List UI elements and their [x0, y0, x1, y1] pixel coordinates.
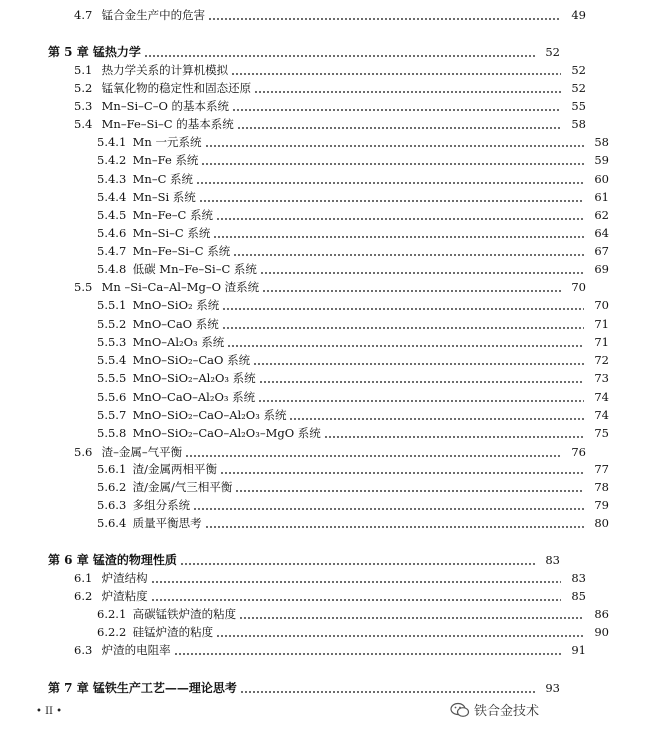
toc-title: 锰热力学: [92, 45, 141, 59]
dot-leader: [237, 115, 561, 133]
toc-title: 炉渣结构: [101, 571, 148, 585]
toc-number: 5.5: [74, 280, 93, 294]
dot-leader: [180, 551, 535, 569]
dot-leader: [227, 333, 584, 351]
toc-entry[interactable]: [0, 351, 668, 369]
dot-leader: [185, 443, 561, 461]
toc-number: 5.5.3: [97, 335, 127, 349]
toc-number: 5.6.3: [97, 498, 127, 512]
toc-number: 6.2.1: [97, 607, 127, 621]
dot-leader: [259, 369, 584, 387]
dot-leader: [235, 478, 584, 496]
toc-page-number: 55: [571, 99, 586, 113]
toc-entry[interactable]: [0, 315, 668, 333]
toc-entry[interactable]: [0, 406, 668, 424]
toc-title: Mn–Fe–Si–C 的基本系统: [101, 117, 234, 131]
toc-number: 6.1: [74, 571, 93, 585]
toc-title: 锰渣的物理性质: [92, 553, 177, 567]
toc-number: 5.6.1: [97, 462, 127, 476]
toc-title: MnO–CaO 系统: [132, 317, 219, 331]
toc-title: 高碳锰铁炉渣的粘度: [132, 607, 237, 621]
toc-page-number: 52: [571, 81, 586, 95]
toc-title: 锰氧化物的稳定性和固态还原: [101, 81, 252, 95]
toc-title: MnO–CaO–Al₂O₃ 系统: [132, 390, 256, 404]
toc-number: 5.4.1: [97, 135, 127, 149]
toc-entry[interactable]: [0, 424, 668, 442]
toc-page-number: 80: [594, 516, 609, 530]
toc-page-number: 49: [571, 8, 586, 22]
toc-entry[interactable]: [0, 224, 668, 242]
toc-page-number: 91: [571, 643, 586, 657]
dot-leader: [254, 79, 561, 97]
toc-entry[interactable]: [0, 605, 668, 623]
toc-number: 5.6.2: [97, 480, 127, 494]
toc-number: 5.4.6: [97, 226, 127, 240]
toc-page-number: 76: [571, 445, 586, 459]
toc-page-number: 59: [594, 153, 609, 167]
toc-title: 炉渣的电阻率: [101, 643, 171, 657]
dot-leader: [222, 315, 584, 333]
toc-entry[interactable]: [0, 115, 645, 133]
toc-title: 渣/金属两相平衡: [132, 462, 218, 476]
dot-leader: [174, 641, 561, 659]
toc-page-number: 79: [594, 498, 609, 512]
toc-entry[interactable]: [0, 569, 645, 587]
toc-entry[interactable]: [0, 296, 668, 314]
toc-page-number: 58: [571, 117, 586, 131]
dot-leader: [213, 224, 584, 242]
toc-number: 5.6.4: [97, 516, 127, 530]
toc-number: 5.3: [74, 99, 93, 113]
toc-page-number: 67: [594, 244, 609, 258]
dot-leader: [151, 587, 561, 605]
toc-entry[interactable]: [0, 587, 645, 605]
toc-entry[interactable]: [0, 260, 668, 278]
toc-page-number: 52: [571, 63, 586, 77]
dot-leader: [240, 679, 535, 697]
toc-page-number: 58: [594, 135, 609, 149]
toc-page-number: 71: [594, 317, 609, 331]
toc-title: Mn–Si–C–O 的基本系统: [101, 99, 230, 113]
toc-page-number: 83: [571, 571, 586, 585]
dot-leader: [205, 514, 584, 532]
dot-leader: [205, 133, 585, 151]
toc-number: 5.5.7: [97, 408, 127, 422]
toc-chapter-entry[interactable]: [0, 551, 619, 569]
toc-page-number: 74: [594, 390, 609, 404]
toc-entry[interactable]: [0, 460, 668, 478]
toc-title: 硅锰炉渣的粘度: [132, 625, 214, 639]
toc-title: 锰铁生产工艺——理论思考: [92, 681, 237, 695]
toc-title: 热力学关系的计算机模拟: [101, 63, 229, 77]
toc-entry[interactable]: [0, 333, 668, 351]
dot-leader: [144, 43, 535, 61]
toc-title: 多组分系统: [132, 498, 191, 512]
page-number-footer: • II •: [36, 706, 63, 717]
toc-page-number: 62: [594, 208, 609, 222]
toc-entry[interactable]: [0, 6, 645, 24]
toc-title: Mn–Fe–Si–C 系统: [132, 244, 231, 258]
toc-number: 5.5.1: [97, 298, 127, 312]
toc-number: 6.2.2: [97, 625, 127, 639]
toc-entry[interactable]: [0, 188, 668, 206]
toc-entry[interactable]: [0, 151, 668, 169]
toc-page-number: 83: [545, 553, 560, 567]
dot-leader: [216, 623, 584, 641]
toc-number: 第 7 章: [48, 681, 89, 695]
toc-number: 4.7: [74, 8, 93, 22]
toc-page-number: 70: [594, 298, 609, 312]
toc-page-number: 70: [571, 280, 586, 294]
toc-entry[interactable]: [0, 623, 668, 641]
toc-number: 5.1: [74, 63, 93, 77]
toc-entry[interactable]: [0, 242, 668, 260]
toc-page-number: 60: [594, 172, 609, 186]
toc-title: MnO–SiO₂–CaO–Al₂O₃–MgO 系统: [132, 426, 321, 440]
dot-leader: [220, 460, 584, 478]
toc-number: 第 6 章: [48, 553, 89, 567]
toc-page-number: 85: [571, 589, 586, 603]
toc-title: MnO–SiO₂ 系统: [132, 298, 220, 312]
dot-leader: [201, 151, 584, 169]
dot-leader: [289, 406, 584, 424]
toc-title: 质量平衡思考: [132, 516, 202, 530]
toc-number: 5.5.5: [97, 371, 127, 385]
toc-number: 6.2: [74, 589, 93, 603]
dot-leader: [199, 188, 584, 206]
toc-entry[interactable]: [0, 478, 668, 496]
toc-title: Mn–Fe 系统: [132, 153, 199, 167]
toc-page-number: 86: [594, 607, 609, 621]
toc-entry[interactable]: [0, 514, 668, 532]
toc-page-number: 52: [545, 45, 560, 59]
dot-leader: [239, 605, 584, 623]
toc-title: Mn–Si–C 系统: [132, 226, 211, 240]
toc-page-number: 61: [594, 190, 609, 204]
toc-number: 5.4.4: [97, 190, 127, 204]
toc-title: 渣/金属/气三相平衡: [132, 480, 233, 494]
toc-entry[interactable]: [0, 443, 645, 461]
toc-number: 5.4.3: [97, 172, 127, 186]
toc-number: 5.6: [74, 445, 93, 459]
toc-entry[interactable]: [0, 206, 668, 224]
toc-number: 6.3: [74, 643, 93, 657]
toc-entry[interactable]: [0, 278, 645, 296]
dot-leader: [258, 388, 584, 406]
toc-page-number: 75: [594, 426, 609, 440]
toc-entry[interactable]: [0, 388, 668, 406]
dot-leader: [151, 569, 561, 587]
dot-leader: [324, 424, 584, 442]
wechat-icon: [450, 702, 470, 718]
toc-number: 5.4.5: [97, 208, 127, 222]
toc-entry[interactable]: [0, 170, 668, 188]
toc-number: 5.5.2: [97, 317, 127, 331]
dot-leader: [196, 170, 584, 188]
dot-leader: [262, 278, 561, 296]
toc-number: 5.5.4: [97, 353, 127, 367]
toc-title: MnO–SiO₂–CaO 系统: [132, 353, 251, 367]
toc-number: 5.4.2: [97, 153, 127, 167]
toc-title: MnO–SiO₂–Al₂O₃ 系统: [132, 371, 256, 385]
toc-entry[interactable]: [0, 133, 668, 151]
dot-leader: [260, 260, 584, 278]
toc-page-number: 77: [594, 462, 609, 476]
toc-page-number: 64: [594, 226, 609, 240]
toc-entry[interactable]: [0, 79, 645, 97]
toc-number: 5.5.6: [97, 390, 127, 404]
toc-page-number: 90: [594, 625, 609, 639]
watermark: [450, 700, 539, 719]
toc-entry[interactable]: [0, 97, 645, 115]
toc-page-number: 93: [545, 681, 560, 695]
toc-title: 锰合金生产中的危害: [101, 8, 206, 22]
toc-page-number: 78: [594, 480, 609, 494]
toc-title: 炉渣粘度: [101, 589, 148, 603]
toc-number: 5.4.7: [97, 244, 127, 258]
toc-page-number: 71: [594, 335, 609, 349]
toc-title: Mn–C 系统: [132, 172, 194, 186]
watermark-text: 铁合金技术: [474, 704, 540, 719]
toc-title: MnO–SiO₂–CaO–Al₂O₃ 系统: [132, 408, 287, 422]
toc-title: 低碳 Mn–Fe–Si–C 系统: [132, 262, 257, 276]
dot-leader: [231, 61, 561, 79]
toc-title: MnO–Al₂O₃ 系统: [132, 335, 225, 349]
dot-leader: [233, 242, 584, 260]
toc-number: 5.4: [74, 117, 93, 131]
dot-leader: [208, 6, 561, 24]
toc-title: Mn–Si 系统: [132, 190, 196, 204]
dot-leader: [216, 206, 584, 224]
toc-page-number: 73: [594, 371, 609, 385]
toc-title: Mn–Fe–C 系统: [132, 208, 213, 222]
toc-chapter-entry[interactable]: [0, 43, 619, 61]
toc-number: 5.2: [74, 81, 93, 95]
toc-page-number: 72: [594, 353, 609, 367]
toc-title: Mn 一元系统: [132, 135, 202, 149]
toc-title: Mn –Si–Ca–Al–Mg–O 渣系统: [101, 280, 260, 294]
toc-number: 第 5 章: [48, 45, 89, 59]
toc-page-number: 69: [594, 262, 609, 276]
toc-title: 渣–金属–气平衡: [101, 445, 183, 459]
toc-number: 5.4.8: [97, 262, 127, 276]
toc-entry[interactable]: [0, 61, 645, 79]
toc-chapter-entry[interactable]: [0, 679, 619, 697]
toc-entry[interactable]: [0, 641, 645, 659]
toc-number: 5.5.8: [97, 426, 127, 440]
dot-leader: [222, 296, 584, 314]
dot-leader: [253, 351, 584, 369]
dot-leader: [193, 496, 584, 514]
dot-leader: [232, 97, 561, 115]
toc-entry[interactable]: [0, 369, 668, 387]
toc-page-number: 74: [594, 408, 609, 422]
toc-entry[interactable]: [0, 496, 668, 514]
